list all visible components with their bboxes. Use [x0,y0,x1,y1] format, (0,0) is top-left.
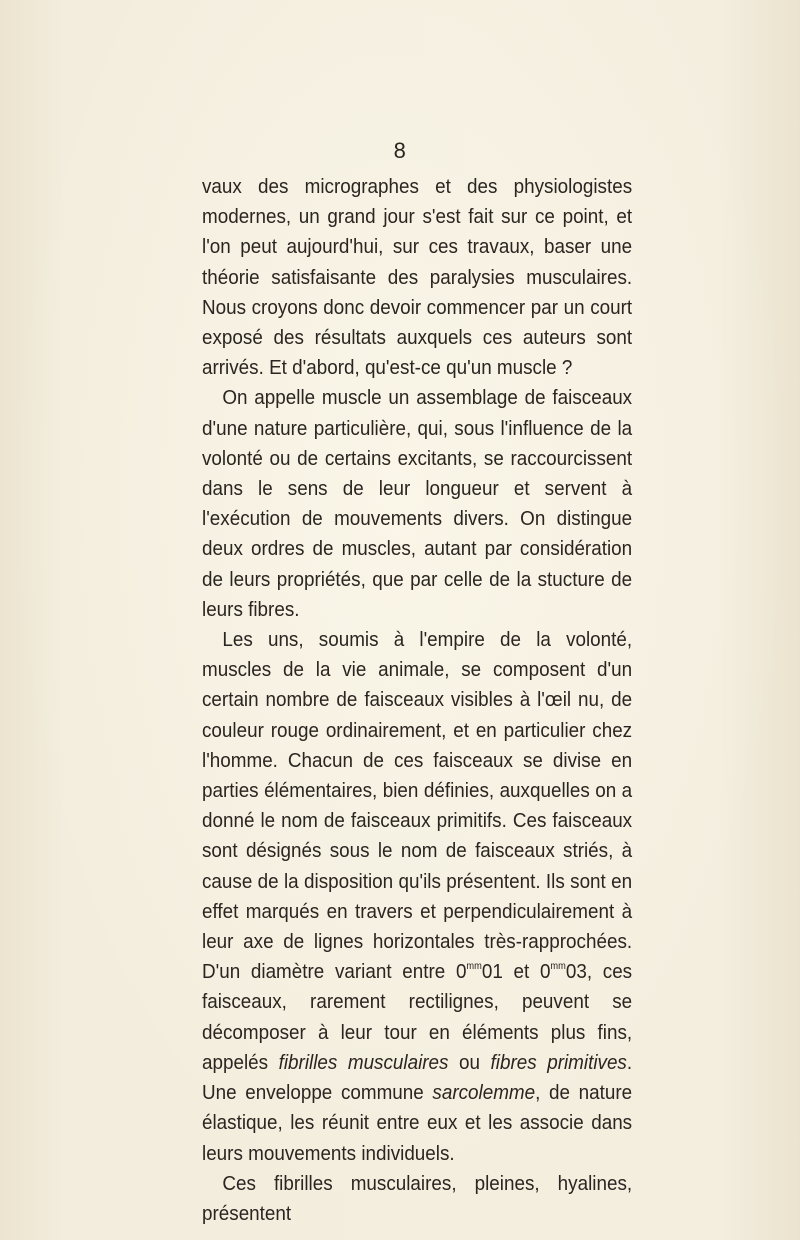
paragraph [202,172,632,383]
text-run: Ces fibrilles musculaires, pleines, hyalines, présentent [202,1172,633,1225]
body-text [202,172,632,1229]
text-run: 01 et 0 [481,961,551,984]
page-number: 8 [393,138,407,163]
text-run: Les uns, soumis à l'empire de la volonté, muscles de la vie animale, se composent d'un certain nombre de faisceaux visibles à l'œil nu, de couleur rouge ordinairement, et en particulier chez l'homme. Chacun de ces faisceaux se divise en parties élémentaires, bien définies, auxquelles on a donné le nom de faisceaux primitifs. Ces faisceaux sont désignés sous le nom de faisceaux striés, à cause de la disposition qu'ils présentent. Ils sont en effet marqués en travers et perpendiculairement à leur axe de lignes horizontales très-rapprochées. D'un diamètre variant entre 0 [202,629,633,984]
unit-superscript: mm [550,961,566,973]
paragraph [202,383,632,625]
text-run: 03, ces faisceaux, rarement rectilignes, peuvent se décomposer à leur tour en éléments plus fins, appelés [202,961,633,1074]
paragraph [202,625,632,1169]
italic-term: fibrilles musculaires [278,1051,449,1074]
text-run: vaux des micrographes et des physiologistes modernes, un grand jour s'est fait sur ce point, et l'on peut aujourd'hui, sur ces travaux, baser une théorie satisfaisante des paralysies musculaires. Nous croyons donc devoir commencer par un court exposé des résultats auxquels ces auteurs sont arrivés. Et d'abord, qu'est-ce qu'un muscle ? [202,176,633,380]
italic-term: fibres primitives [490,1051,627,1074]
text-run: ou [448,1051,491,1074]
text-run: On appelle muscle un assemblage de faisceaux d'une nature particulière, qui, sous l'influence de la volonté ou de certains excitants, se raccourcissent dans le sens de leur longueur et servent à l'exécution de mouvements divers. On distingue deux ordres de muscles, autant par considération de leurs propriétés, que par celle de la stucture de leurs fibres. [202,387,633,621]
text-run: . Une enveloppe commune [202,1051,633,1105]
italic-term: sarcolemme [432,1082,536,1105]
paragraph [202,1169,632,1229]
text-run: , de nature élastique, les réunit entre eux et les associe dans leurs mouvements individuels. [202,1082,633,1165]
unit-superscript: mm [466,961,482,973]
